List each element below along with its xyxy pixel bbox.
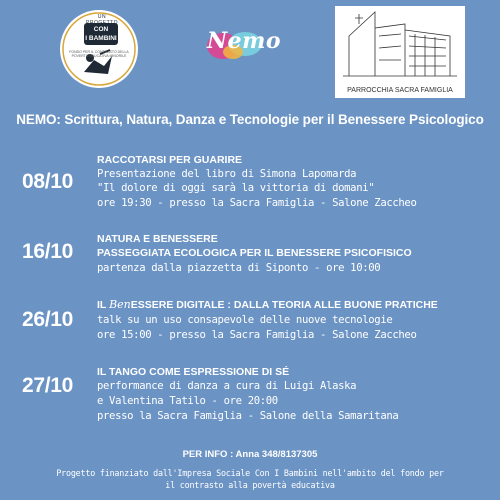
contact-info: PER INFO : Anna 348/8137305 <box>182 449 318 460</box>
event-line: Presentazione del libro di Simona Lapomarda <box>97 168 357 180</box>
event-heading: RACCOTARSI PER GUARIRE <box>97 154 243 166</box>
page-title: NEMO: Scrittura, Natura, Danza e Tecnologie per il Benessere Psicologico <box>16 112 484 127</box>
event-heading-secondary: PASSEGGIATA ECOLOGICA PER IL BENESSERE PSICOFISICO <box>97 247 412 259</box>
event-heading-post: ESSERE DIGITALE : DALLA TEORIA ALLE BUONE PRATICHE <box>130 299 438 311</box>
event-date: 16/10 <box>22 240 74 263</box>
con-i-bambini-logo <box>60 10 138 88</box>
header <box>0 0 500 105</box>
parrocchia-logo <box>335 6 465 98</box>
event-date: 26/10 <box>22 308 74 331</box>
con-i-bambini-subtitle: FONDO PER IL CONTRASTO DELLA POVERTÀ EDUCATIVA MINORILE <box>69 50 129 58</box>
event-heading: IL TANGO COME ESPRESSIONE DI SÉ <box>97 366 290 378</box>
event-line: "Il dolore di oggi sarà la vittoria di domani" <box>97 182 375 194</box>
badge-line-2: I BAMBINI <box>85 35 117 42</box>
event-heading-pre: IL <box>97 299 110 311</box>
event-line: ore 15:00 - presso la Sacra Famiglia - Salone Zaccheo <box>97 329 417 341</box>
nemo-logo <box>193 20 283 70</box>
footer-line-1: Progetto finanziato dall'Impresa Sociale Con I Bambini nell'ambito del fondo per <box>56 468 444 478</box>
event-heading <box>97 298 438 311</box>
event-date: 27/10 <box>22 374 74 397</box>
nemo-logo-text: Nemo <box>207 28 282 54</box>
event-line: performance di danza a cura di Luigi Alaska <box>97 380 357 392</box>
con-i-bambini-top: UN <box>97 14 107 20</box>
church-drawing-icon <box>335 6 465 86</box>
event-date: 08/10 <box>22 170 74 193</box>
event-line: partenza dalla piazzetta di Siponto - ore 10:00 <box>97 262 381 274</box>
event-heading-script: Ben <box>109 298 131 311</box>
badge-line-1: CON <box>93 26 109 33</box>
event-heading: NATURA E BENESSERE <box>97 233 218 245</box>
con-i-bambini-badge <box>84 23 118 45</box>
footer-line-2: il contrasto alla povertà educativa <box>165 480 335 490</box>
event-line: presso la Sacra Famiglia - Salone della Samaritana <box>97 410 399 422</box>
event-line: ore 19:30 - presso la Sacra Famiglia - Salone Zaccheo <box>97 197 417 209</box>
event-line: e Valentina Tatilo - ore 20:00 <box>97 395 278 407</box>
event-line: talk su un uso consapevole delle nuove tecnologie <box>97 314 393 326</box>
parrocchia-label: PARROCCHIA SACRA FAMIGLIA <box>347 87 453 94</box>
